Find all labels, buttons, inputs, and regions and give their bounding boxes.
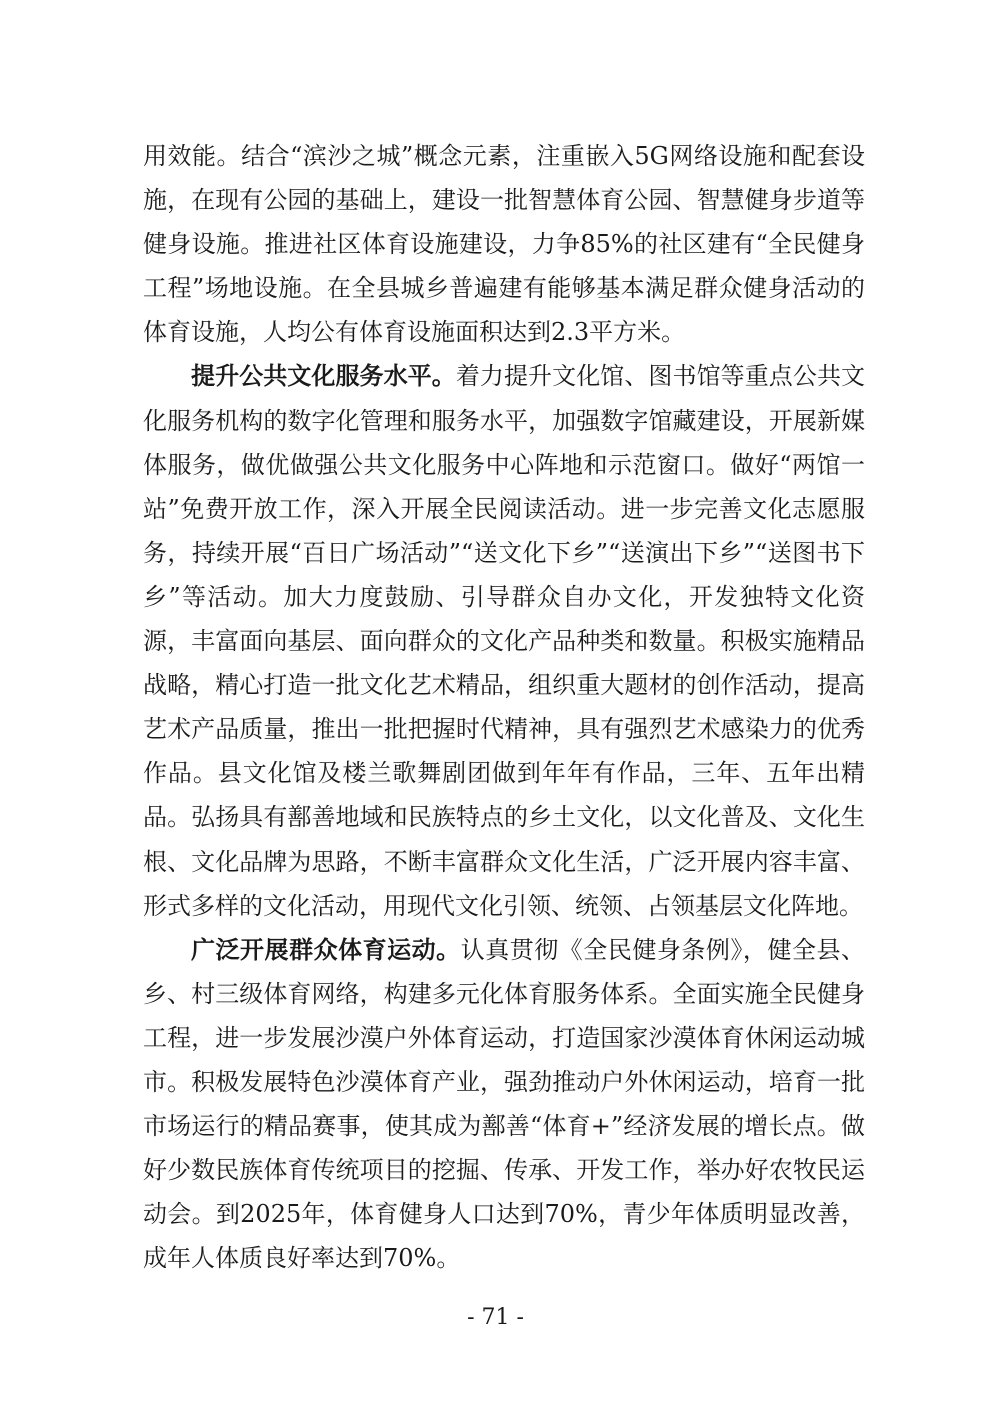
paragraph-text: 着力提升文化馆、图书馆等重点公共文化服务机构的数字化管理和服务水平，加强数字馆藏建设，开展新媒体服务，做优做强公共文化服务中心阵地和示范窗口。做好“两馆一站”免费开放工作，深入开展全民阅读活动。进一步完善文化志愿服务，持续开展“百日广场活动”“送文化下乡”“送演出下乡”“送图书下乡”等活动。加大力度鼓励、引导群众自办文化，开发独特文化资源，丰富面向基层、面向群众的文化产品种类和数量。积极实施精品战略，精心打造一批文化艺术精品，组织重大题材的创作活动，提高艺术产品质量，推出一批把握时代精神，具有强烈艺术感染力的优秀作品。县文化馆及楼兰歌舞剧团做到年年有作品，三年、五年出精品。弘扬具有鄯善地域和民族特点的乡土文化，以文化普及、文化生根、文化品牌为思路，不断丰富群众文化生活，广泛开展内容丰富、形式多样的文化活动，用现代文化引领、统领、占领基层文化阵地。	[143, 362, 866, 920]
paragraph-public-culture	[143, 354, 865, 927]
paragraph-text: 用效能。结合“滨沙之城”概念元素，注重嵌入5G网络设施和配套设施，在现有公园的基础上，建设一批智慧体育公园、智慧健身步道等健身设施。推进社区体育设施建设，力争85%的社区建有“全民健身工程”场地设施。在全县城乡普遍建有能够基本满足群众健身活动的体育设施，人均公有体育设施面积达到2.3平方米。	[143, 142, 865, 347]
paragraph-text: 认真贯彻《全民健身条例》，健全县、乡、村三级体育网络，构建多元化体育服务体系。全面实施全民健身工程，进一步发展沙漠户外体育运动，打造国家沙漠体育休闲运动城市。积极发展特色沙漠体育产业，强劲推动户外休闲运动，培育一批市场运行的精品赛事，使其成为鄯善“体育+”经济发展的增长点。做好少数民族体育传统项目的挖掘、传承、开发工作，举办好农牧民运动会。到2025年，体育健身人口达到70%，青少年体质明显改善，成年人体质良好率达到70%。	[143, 935, 865, 1273]
body-text	[143, 134, 865, 1280]
paragraph-sports-facilities	[143, 134, 865, 354]
paragraph-mass-sports	[143, 928, 865, 1281]
page-number: - 71 -	[467, 1305, 524, 1330]
paragraph-heading: 广泛开展群众体育运动。	[191, 935, 461, 964]
paragraph-heading: 提升公共文化服务水平。	[191, 362, 456, 391]
